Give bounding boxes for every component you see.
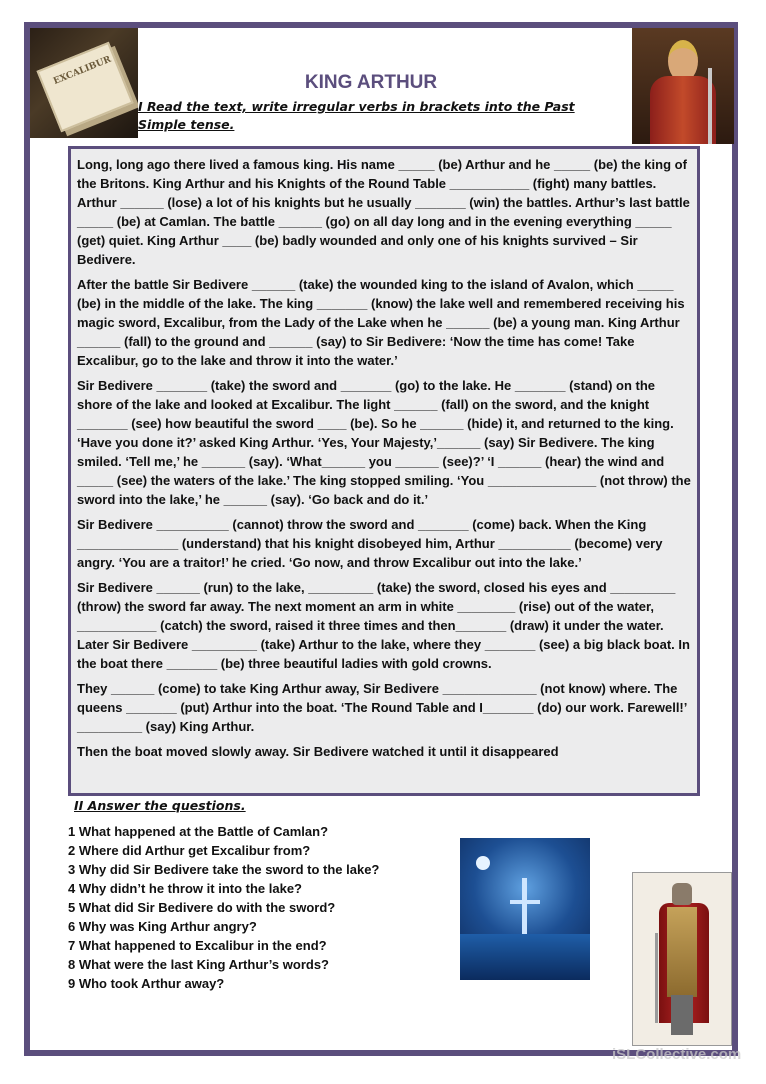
sword-guard-icon bbox=[510, 900, 540, 904]
knight-helmet-icon bbox=[672, 883, 692, 905]
knight-legs bbox=[671, 995, 693, 1035]
paragraph-8: Then the boat moved slowly away. Sir Bedivere watched it until it disappeared bbox=[77, 744, 559, 759]
question-item: 3 Why did Sir Bedivere take the sword to the lake? bbox=[68, 862, 380, 877]
site-watermark: iSLCollective.com bbox=[612, 1046, 742, 1063]
king-robe bbox=[650, 76, 716, 144]
section-2-heading: II Answer the questions. bbox=[74, 798, 246, 813]
paragraph-6: Sir Bedivere ______ (run) to the lake, _________ (take) the sword, closed his eyes and _________ (throw) the sword far away. The next moment an arm in white ________ (rise) out of the water, ___________ (catch) the sword, raised it three times and then_______ (draw) it under the water. Later Sir Bedivere _________ (take) Arthur to the lake, where they _______ (see) a big black boat. In the boat there _______ (be) three beautiful ladies with gold crowns. bbox=[77, 580, 690, 671]
sword-icon bbox=[708, 68, 712, 144]
paragraph-4: ‘Have you done it?’ asked King Arthur. ‘Yes, Your Majesty,’______ (say) Sir Bedivere. The king smiled. ‘Tell me,’ he ______ (say). ‘What______ you ______ (see)?’ ‘I ______ (hear) the wind and _____ (see) the waters of the lake.’ The king stopped smiling. ‘You _______________ (not throw) the sword into the lake,’ he ______ (say). ‘Go back and do it.’ bbox=[77, 435, 691, 507]
reading-text-box bbox=[68, 146, 700, 796]
page-title: KING ARTHUR bbox=[304, 72, 438, 93]
question-item: 2 Where did Arthur get Excalibur from? bbox=[68, 843, 311, 858]
question-item: 6 Why was King Arthur angry? bbox=[68, 919, 257, 934]
question-item: 4 Why didn’t he throw it into the lake? bbox=[68, 881, 302, 896]
knight-armor bbox=[667, 907, 697, 997]
question-item: 9 Who took Arthur away? bbox=[68, 976, 225, 991]
paragraph-3: Sir Bedivere _______ (take) the sword and _______ (go) to the lake. He _______ (stand) on the shore of the lake and looked at Excalibur. The light ______ (fall) on the sword, and the knight _______ (see) how beautiful the sword ____ (be). So he ______ (hide) it, and returned to the king. bbox=[77, 378, 674, 431]
question-item: 8 What were the last King Arthur’s words? bbox=[68, 957, 329, 972]
paragraph-7: They ______ (come) to take King Arthur away, Sir Bedivere _____________ (not know) where. The queens _______ (put) Arthur into the boat. ‘The Round Table and I_______ (do) our work. Farewell!’ _________ (say) King Arthur. bbox=[77, 681, 687, 734]
knight-sword-icon bbox=[655, 933, 658, 1023]
book-label: EXCALIBUR bbox=[52, 54, 113, 87]
paragraph-1: Long, long ago there lived a famous king. His name _____ (be) Arthur and he _____ (be) the king of the Britons. King Arthur and his Knights of the Round Table ___________ (fight) many battles. Arthur ______ (lose) a lot of his knights but he usually _______ (win) the battles. Arthur’s last battle _____ (be) at Camlan. The battle ______ (go) on all day long and in the evening everything _____ (get) quiet. King Arthur ____ (be) badly wounded and only one of his knights survived – Sir Bedivere. bbox=[77, 157, 690, 267]
question-item: 7 What happened to Excalibur in the end? bbox=[68, 938, 327, 953]
paragraph-2: After the battle Sir Bedivere ______ (take) the wounded king to the island of Avalon, which _____ (be) in the middle of the lake. The king _______ (know) the lake well and remembered receiving his magic sword, Excalibur, from the Lady of the Lake when he ______ (be) a young man. King Arthur ______ (fall) to the ground and ______ (say) to Sir Bedivere: ‘Now the time has come! Take Excalibur, go to the lake and throw it into the water.’ bbox=[77, 277, 685, 368]
excalibur-book-image bbox=[30, 28, 138, 138]
task-instruction: I Read the text, write irregular verbs in brackets into the Past Simple tense. bbox=[138, 99, 575, 132]
book-icon bbox=[36, 42, 133, 132]
lake-water bbox=[460, 934, 590, 980]
paragraph-5: Sir Bedivere __________ (cannot) throw the sword and _______ (come) back. When the King ______________ (understand) that his knight disobeyed him, Arthur __________ (become) very angry. ‘You are a traitor!’ he cried. ‘Go now, and throw Excalibur out into the lake.’ bbox=[77, 517, 663, 570]
moon-icon bbox=[476, 856, 490, 870]
question-item: 1 What happened at the Battle of Camlan? bbox=[68, 824, 329, 839]
knight-figure-image bbox=[632, 872, 732, 1046]
king-arthur-portrait-image bbox=[632, 28, 734, 144]
question-item: 5 What did Sir Bedivere do with the sword? bbox=[68, 900, 336, 915]
question-list bbox=[68, 822, 448, 993]
sword-in-lake-image bbox=[460, 838, 590, 980]
